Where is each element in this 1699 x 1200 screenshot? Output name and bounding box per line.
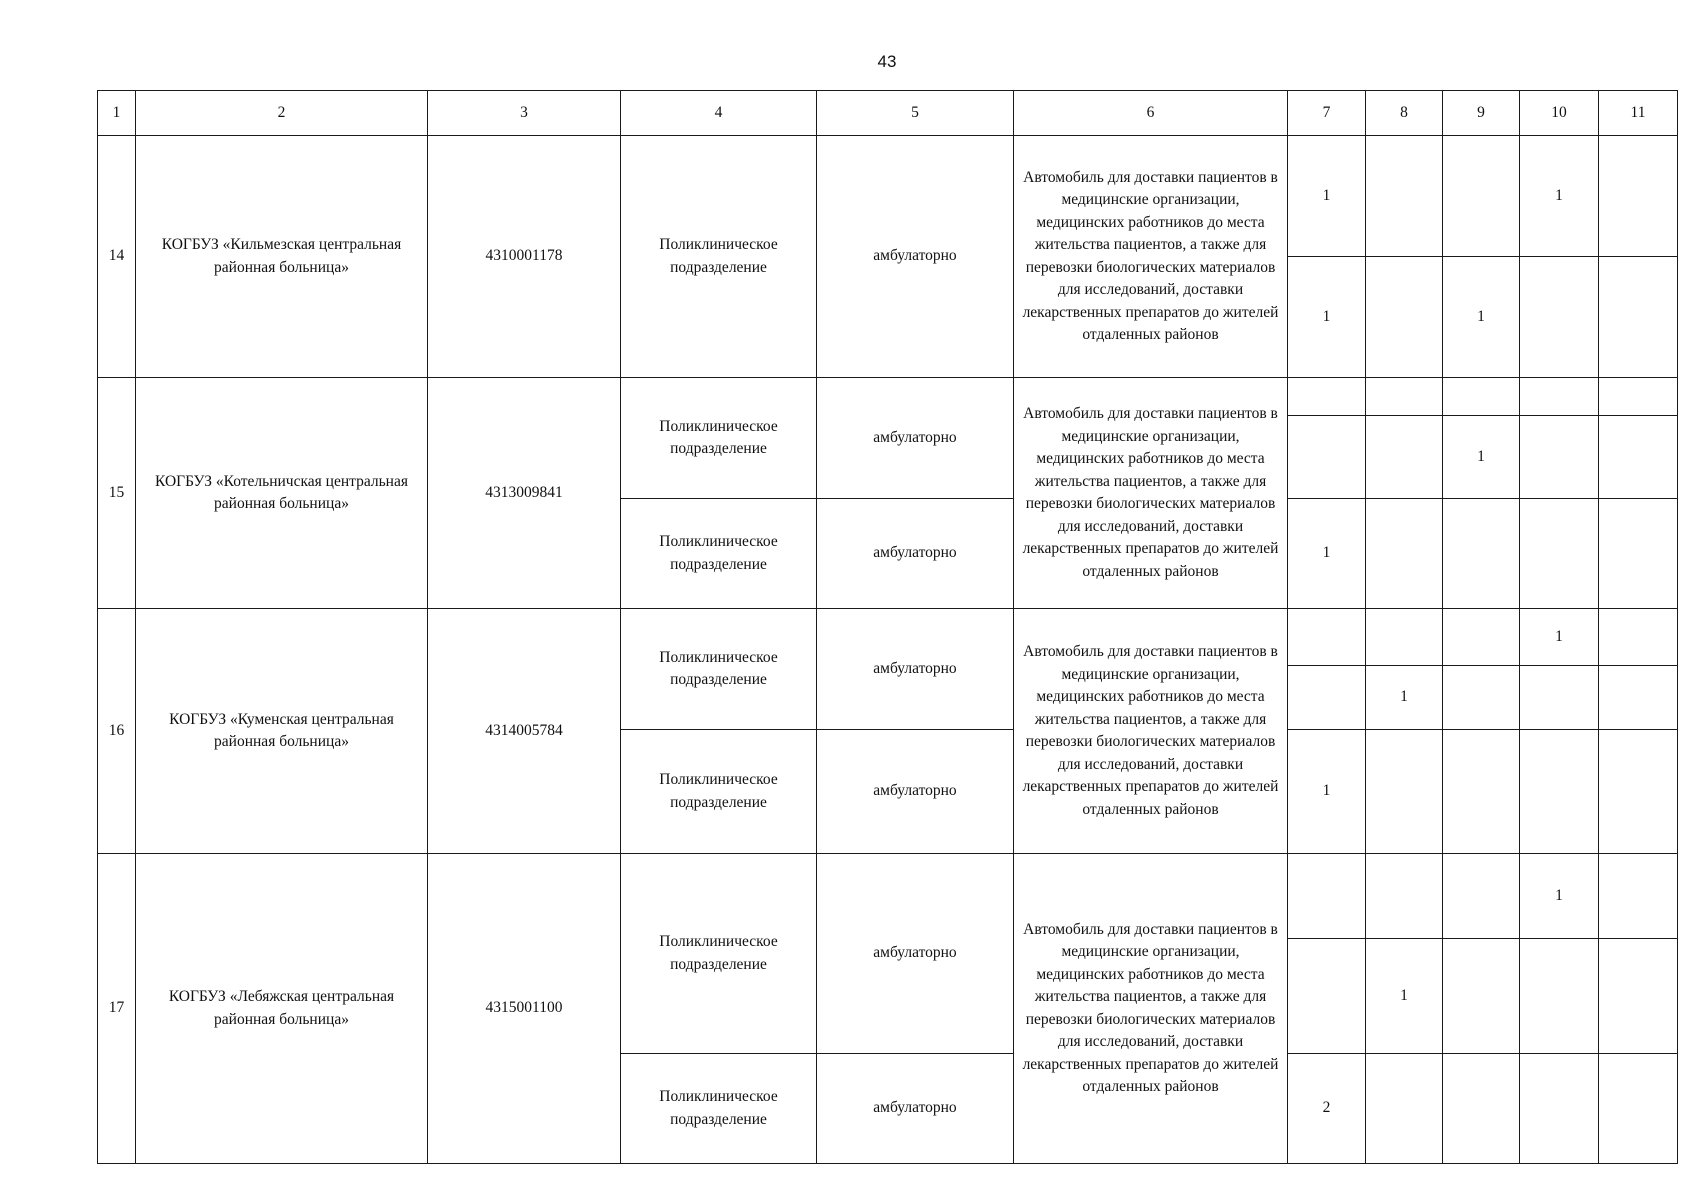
count-cell: 1 <box>1288 136 1366 257</box>
care-mode: амбулаторно <box>817 1054 1014 1164</box>
count-cell <box>1520 939 1599 1054</box>
count-cell <box>1366 854 1443 939</box>
table-row <box>98 609 1678 666</box>
division-name: Поликлиническое подразделение <box>621 609 817 730</box>
care-mode: амбулаторно <box>817 854 1014 1054</box>
count-cell <box>1599 378 1678 416</box>
row-number: 15 <box>98 378 136 609</box>
care-mode: амбулаторно <box>817 609 1014 730</box>
division-name: Поликлиническое подразделение <box>621 854 817 1054</box>
count-cell: 1 <box>1288 499 1366 609</box>
table-row <box>98 854 1678 939</box>
count-cell <box>1366 416 1443 499</box>
count-cell: 1 <box>1520 609 1599 666</box>
count-cell <box>1443 1054 1520 1164</box>
division-name: Поликлиническое подразделение <box>621 378 817 499</box>
table-body <box>98 91 1678 1164</box>
count-cell <box>1599 666 1678 730</box>
care-mode: амбулаторно <box>817 499 1014 609</box>
count-cell: 1 <box>1520 854 1599 939</box>
division-name: Поликлиническое подразделение <box>621 136 817 378</box>
count-cell <box>1366 1054 1443 1164</box>
page-number: 43 <box>877 52 897 71</box>
column-header: 6 <box>1014 91 1288 136</box>
inn-code: 4313009841 <box>428 378 621 609</box>
count-cell: 1 <box>1443 416 1520 499</box>
count-cell: 1 <box>1366 939 1443 1054</box>
column-header: 7 <box>1288 91 1366 136</box>
count-cell <box>1366 609 1443 666</box>
organization-name: КОГБУЗ «Кильмезская центральная районная больница» <box>136 136 428 378</box>
count-cell: 2 <box>1288 1054 1366 1164</box>
count-cell <box>1366 136 1443 257</box>
count-cell <box>1520 730 1599 854</box>
count-cell <box>1366 378 1443 416</box>
column-header: 3 <box>428 91 621 136</box>
row-number: 14 <box>98 136 136 378</box>
care-mode: амбулаторно <box>817 136 1014 378</box>
count-cell <box>1599 136 1678 257</box>
count-cell <box>1443 939 1520 1054</box>
count-cell <box>1443 854 1520 939</box>
count-cell <box>1288 666 1366 730</box>
care-mode: амбулаторно <box>817 730 1014 854</box>
table-row <box>98 136 1678 257</box>
column-header: 2 <box>136 91 428 136</box>
organization-name: КОГБУЗ «Лебяжская центральная районная больница» <box>136 854 428 1164</box>
count-cell <box>1599 499 1678 609</box>
column-header: 9 <box>1443 91 1520 136</box>
count-cell <box>1443 730 1520 854</box>
header-row <box>98 91 1678 136</box>
inn-code: 4315001100 <box>428 854 621 1164</box>
count-cell <box>1366 257 1443 378</box>
count-cell <box>1599 730 1678 854</box>
count-cell <box>1288 416 1366 499</box>
transport-description: Автомобиль для доставки пациентов в медицинские организации, медицинских работников до места жительства пациентов, а также для перевозки биологических материалов для исследований, доставки лекарственных препаратов до жителей отдаленных районов <box>1014 854 1288 1164</box>
count-cell <box>1599 416 1678 499</box>
count-cell <box>1520 666 1599 730</box>
count-cell: 1 <box>1520 136 1599 257</box>
count-cell <box>1520 257 1599 378</box>
transport-description: Автомобиль для доставки пациентов в медицинские организации, медицинских работников до места жительства пациентов, а также для перевозки биологических материалов для исследований, доставки лекарственных препаратов до жителей отдаленных районов <box>1014 378 1288 609</box>
count-cell <box>1288 939 1366 1054</box>
allocation-table <box>97 90 1678 1164</box>
inn-code: 4310001178 <box>428 136 621 378</box>
count-cell <box>1443 378 1520 416</box>
column-header: 11 <box>1599 91 1678 136</box>
count-cell <box>1599 609 1678 666</box>
count-cell <box>1520 416 1599 499</box>
column-header: 5 <box>817 91 1014 136</box>
count-cell <box>1599 1054 1678 1164</box>
row-number: 16 <box>98 609 136 854</box>
count-cell <box>1599 854 1678 939</box>
column-header: 1 <box>98 91 136 136</box>
count-cell: 1 <box>1288 730 1366 854</box>
table-row <box>98 378 1678 416</box>
count-cell: 1 <box>1443 257 1520 378</box>
care-mode: амбулаторно <box>817 378 1014 499</box>
count-cell <box>1599 257 1678 378</box>
organization-name: КОГБУЗ «Котельничская центральная районная больница» <box>136 378 428 609</box>
count-cell: 1 <box>1366 666 1443 730</box>
count-cell: 1 <box>1288 257 1366 378</box>
count-cell <box>1288 854 1366 939</box>
transport-description: Автомобиль для доставки пациентов в медицинские организации, медицинских работников до места жительства пациентов, а также для перевозки биологических материалов для исследований, доставки лекарственных препаратов до жителей отдаленных районов <box>1014 136 1288 378</box>
count-cell <box>1366 499 1443 609</box>
division-name: Поликлиническое подразделение <box>621 499 817 609</box>
organization-name: КОГБУЗ «Куменская центральная районная больница» <box>136 609 428 854</box>
count-cell <box>1288 378 1366 416</box>
count-cell <box>1443 136 1520 257</box>
count-cell <box>1599 939 1678 1054</box>
column-header: 8 <box>1366 91 1443 136</box>
count-cell <box>1366 730 1443 854</box>
count-cell <box>1443 609 1520 666</box>
row-number: 17 <box>98 854 136 1164</box>
count-cell <box>1443 499 1520 609</box>
count-cell <box>1520 1054 1599 1164</box>
count-cell <box>1288 609 1366 666</box>
inn-code: 4314005784 <box>428 609 621 854</box>
transport-description: Автомобиль для доставки пациентов в медицинские организации, медицинских работников до места жительства пациентов, а также для перевозки биологических материалов для исследований, доставки лекарственных препаратов до жителей отдаленных районов <box>1014 609 1288 854</box>
column-header: 10 <box>1520 91 1599 136</box>
count-cell <box>1443 666 1520 730</box>
division-name: Поликлиническое подразделение <box>621 1054 817 1164</box>
column-header: 4 <box>621 91 817 136</box>
division-name: Поликлиническое подразделение <box>621 730 817 854</box>
count-cell <box>1520 378 1599 416</box>
count-cell <box>1520 499 1599 609</box>
